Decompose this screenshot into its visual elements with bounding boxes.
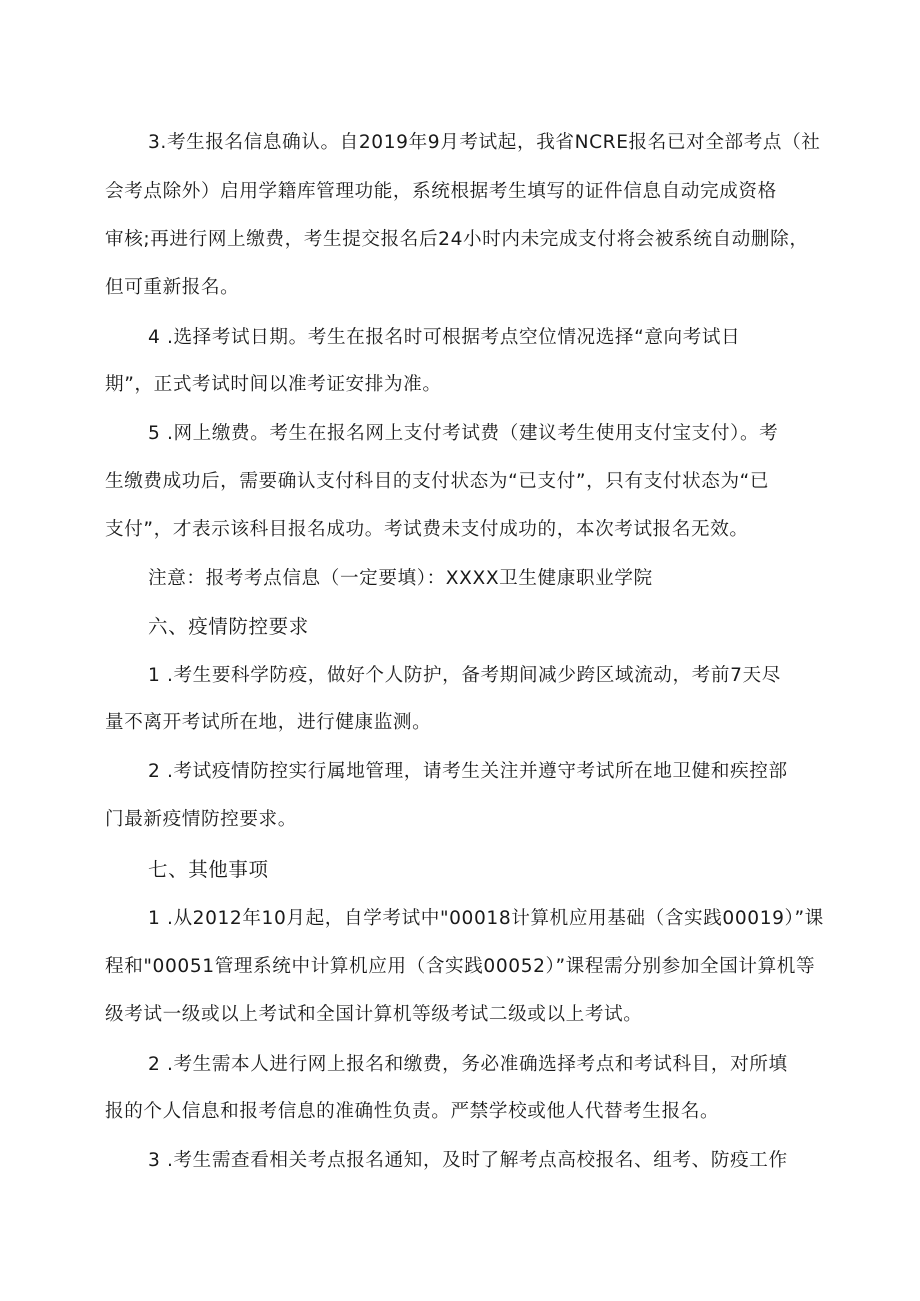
note-line: 注意：报考考点信息（一定要填）：XXXX卫生健康职业学院 — [148, 568, 653, 589]
epidemic-item-1-line-1: 1 .考生要科学防疫，做好个人防护，备考期间减少跨区域流动，考前7天尽 — [148, 665, 781, 686]
paragraph-5-line-2: 生缴费成功后，需要确认支付科目的支付状态为“已支付”，只有支付状态为“已 — [105, 471, 770, 492]
paragraph-3-line-2: 会考点除外）启用学籍库管理功能，系统根据考生填写的证件信息自动完成资格 — [105, 181, 777, 202]
epidemic-item-2-line-1: 2 .考试疫情防控实行属地管理，请考生关注并遵守考试所在地卫健和疾控部 — [148, 761, 788, 782]
other-item-1-line-1: 1 .从2012年10月起，自学考试中"00018计算机应用基础（含实践00019）”课 — [148, 908, 824, 929]
paragraph-5-line-3: 支付”，才表示该科目报名成功。考试费未支付成功的，本次考试报名无效。 — [105, 519, 749, 540]
paragraph-3-line-3: 审核;再进行网上缴费，考生提交报名后24小时内未完成支付将会被系统自动删除， — [105, 229, 809, 250]
other-item-2-line-2: 报的个人信息和报考信息的准确性负责。严禁学校或他人代替考生报名。 — [105, 1101, 720, 1122]
paragraph-5-line-1: 5 .网上缴费。考生在报名网上支付考试费（建议考生使用支付宝支付）。考 — [148, 423, 779, 444]
other-item-1-line-2: 程和"00051管理系统中计算机应用（含实践00052）”课程需分别参加全国计算机等 — [105, 956, 816, 977]
other-item-2-line-1: 2 .考生需本人进行网上报名和缴费，务必准确选择考点和考试科目，对所填 — [148, 1054, 788, 1075]
other-item-3-line-1: 3 .考生需查看相关考点报名通知，及时了解考点高校报名、组考、防疫工作 — [148, 1150, 788, 1171]
epidemic-item-2-line-2: 门最新疫情防控要求。 — [105, 809, 297, 830]
paragraph-4-line-2: 期”，正式考试时间以准考证安排为准。 — [105, 374, 442, 395]
paragraph-3-line-1: 3.考生报名信息确认。自2019年9月考试起，我省NCRE报名已对全部考点（社 — [148, 132, 821, 153]
other-item-1-line-3: 级考试一级或以上考试和全国计算机等级考试二级或以上考试。 — [105, 1004, 643, 1025]
section-heading-other: 七、其他事项 — [148, 858, 269, 881]
section-heading-epidemic: 六、疫情防控要求 — [148, 615, 309, 638]
paragraph-3-line-4: 但可重新报名。 — [105, 277, 240, 298]
epidemic-item-1-line-2: 量不离开考试所在地，进行健康监测。 — [105, 712, 432, 733]
paragraph-4-line-1: 4 .选择考试日期。考生在报名时可根据考点空位情况选择“意向考试日 — [148, 327, 741, 348]
